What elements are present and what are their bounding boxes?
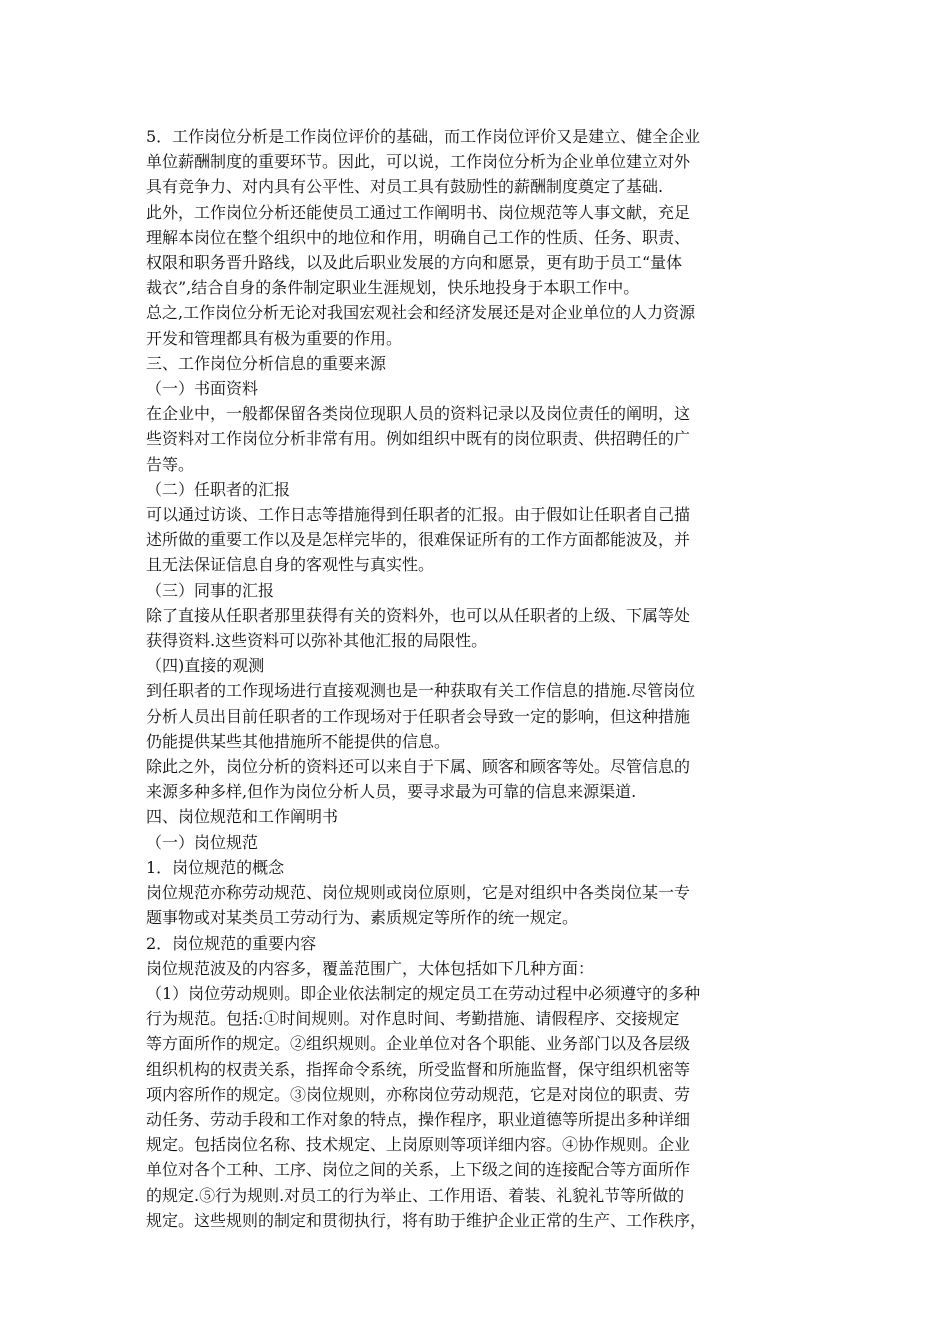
text-line: 动任务、劳动手段和工作对象的特点，操作程序，职业道德等所提出多种详细: [146, 1109, 691, 1129]
text-line: 组织机构的权责关系，指挥命令系统，所受监督和所施监督，保守组织机密等: [146, 1059, 691, 1079]
subsection-heading: （一）岗位规范: [146, 832, 259, 852]
text-line: 些资料对工作岗位分析非常有用。例如组织中既有的岗位职责、供招聘任的广: [146, 429, 691, 449]
text-line: 等方面所作的规定。②组织规则。企业单位对各个职能、业务部门以及各层级: [146, 1034, 691, 1054]
text-line: 5．工作岗位分析是工作岗位评价的基础，而工作岗位评价又是建立、健全企业: [146, 127, 701, 146]
text-line: 单位对各个工种、工序、岗位之间的关系，上下级之间的连接配合等方面所作: [146, 1160, 691, 1180]
text-line: 单位薪酬制度的重要环节。因此，可以说，工作岗位分析为企业单位建立对外: [146, 152, 691, 172]
subsection-heading: （二）任职者的汇报: [146, 479, 291, 499]
text-line: 在企业中，一般都保留各类岗位现职人员的资料记录以及岗位责任的阐明，这: [146, 404, 691, 424]
text-line: 总之,工作岗位分析无论对我国宏观社会和经济发展还是对企业单位的人力资源: [146, 303, 696, 323]
text-line: 告等。: [146, 454, 195, 474]
text-line: 开发和管理都具有极为重要的作用。: [146, 328, 403, 348]
subsection-heading: （一）书面资料: [146, 379, 259, 399]
text-line: 可以通过访谈、工作日志等措施得到任职者的汇报。由于假如让任职者自己描: [146, 505, 691, 525]
text-line: 且无法保证信息自身的客观性与真实性。: [146, 555, 435, 575]
text-line: 除此之外，岗位分析的资料还可以来自于下属、顾客和顾客等处。尽管信息的: [146, 757, 691, 777]
document-body: [146, 124, 814, 1233]
text-line: 具有竞争力、对内具有公平性、对员工具有鼓励性的薪酬制度奠定了基础.: [146, 177, 664, 197]
text-line: 到任职者的工作现场进行直接观测也是一种获取有关工作信息的措施.尽管岗位: [146, 681, 696, 701]
text-line: 题事物或对某类员工劳动行为、素质规定等所作的统一规定。: [146, 908, 579, 928]
section-heading: 四、岗位规范和工作阐明书: [146, 807, 339, 827]
text-line: 项内容所作的规定。③岗位规则，亦称岗位劳动规范，它是对岗位的职责、劳: [146, 1084, 691, 1104]
text-line: 仍能提供某些其他措施所不能提供的信息。: [146, 731, 451, 751]
text-line: 的规定.⑤行为规则.对员工的行为举止、工作用语、着装、礼貌礼节等所做的: [146, 1185, 685, 1205]
text-line: 分析人员出目前任职者的工作现场对于任职者会导致一定的影响，但这种措施: [146, 706, 691, 726]
text-line: 此外，工作岗位分析还能使员工通过工作阐明书、岗位规范等人事文献，充足: [146, 202, 691, 222]
item-heading: 1．岗位规范的概念: [146, 857, 285, 877]
text-line: （1）岗位劳动规则。即企业依法制定的规定员工在劳动过程中必须遵守的多种: [146, 983, 701, 1003]
subsection-heading: （三）同事的汇报: [146, 580, 275, 600]
text-line: 规定。包括岗位名称、技术规定、上岗原则等项详细内容。④协作规则。企业: [146, 1135, 691, 1155]
subsection-heading: （四)直接的观测: [146, 656, 265, 676]
item-heading: 2．岗位规范的重要内容: [146, 933, 317, 953]
text-line: 来源多种多样,但作为岗位分析人员，要寻求最为可靠的信息来源渠道.: [146, 782, 637, 802]
text-line: 理解本岗位在整个组织中的地位和作用，明确自己工作的性质、任务、职责、: [146, 227, 691, 247]
text-line: 岗位规范波及的内容多，覆盖范围广，大体包括如下几种方面：: [146, 958, 595, 978]
text-line: 行为规范。包括:①时间规则。对作息时间、考勤措施、请假程序、交接规定: [146, 1009, 680, 1029]
text-line: 规定。这些规则的制定和贯彻执行，将有助于维护企业正常的生产、工作秩序，: [146, 1210, 707, 1230]
text-line: 权限和职务晋升路线，以及此后职业发展的方向和愿景，更有助于员工“量体: [146, 253, 683, 273]
text-line: 述所做的重要工作以及是怎样完毕的，很难保证所有的工作方面都能波及，并: [146, 530, 691, 550]
text-line: 除了直接从任职者那里获得有关的资料外，也可以从任职者的上级、下属等处: [146, 605, 691, 625]
text-line: 裁衣”,结合自身的条件制定职业生涯规划，快乐地投身于本职工作中。: [146, 278, 640, 298]
text-line: 获得资料.这些资料可以弥补其他汇报的局限性。: [146, 631, 488, 651]
text-line: 岗位规范亦称劳动规范、岗位规则或岗位原则，它是对组织中各类岗位某一专: [146, 883, 691, 903]
section-heading: 三、工作岗位分析信息的重要来源: [146, 353, 387, 373]
